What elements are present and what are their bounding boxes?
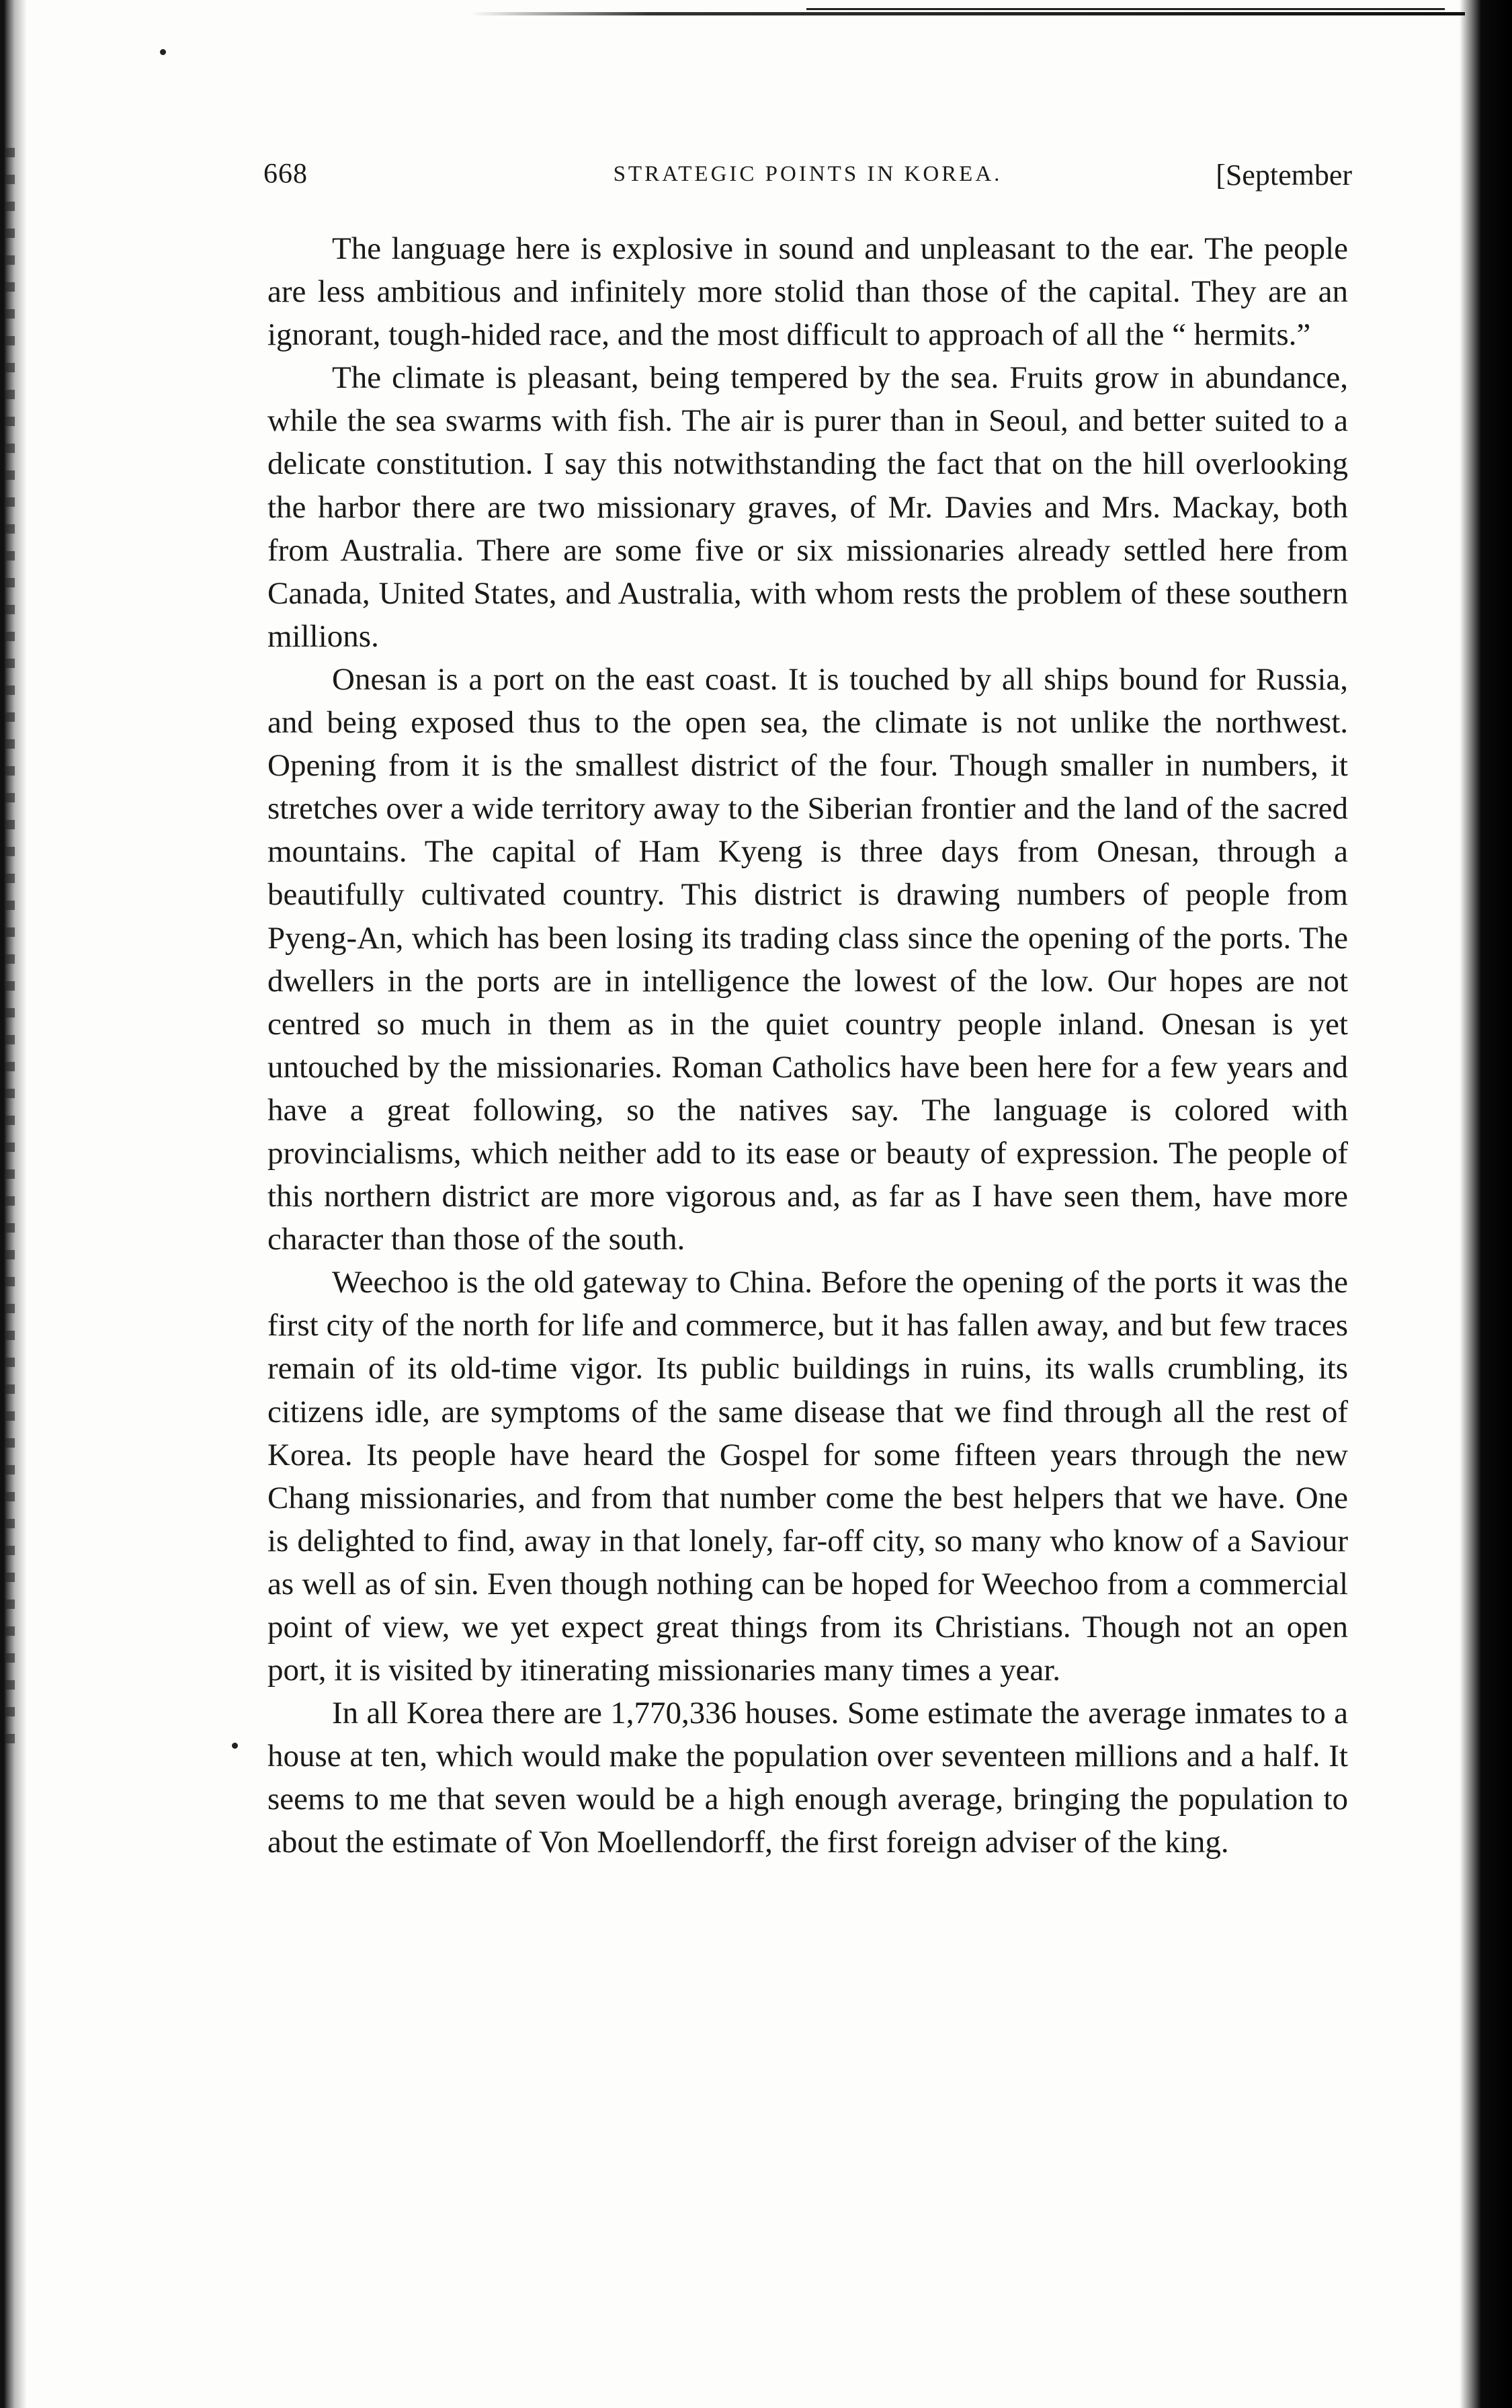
running-title: STRATEGIC POINTS IN KOREA. xyxy=(613,162,1003,186)
scan-edge-line xyxy=(806,8,1445,10)
paragraph-onesan: Onesan is a port on the east coast. It is touched by all ships bound for Russia, and being exposed thus to the open sea, the climate is not unlike the northwest. Opening from it is the smallest district of the four. Though smaller in numbers, it stretches over a wide territory away to the Siberian frontier and the land of the sacred mountains. The capital of Ham Kyeng is three days from Onesan, through a beautifully cultivated country. This district is drawing numbers of people from Pyeng-An, which has been losing its trading class since the opening of the ports. The dwellers in the ports are in intelligence the lowest of the low. Our hopes are not centred so much in them as in the quiet country people inland. Onesan is yet untouched by the missionaries. Roman Catholics have been here for a few years and have a great following, so the natives say. The language is colored with provincialisms, which neither add to its ease or beauty of expression. The people of this northern district are more vigorous and, as far as I have seen them, have more character than those of the south. xyxy=(267,661,1348,1257)
paragraph-climate: The climate is pleasant, being tempered by the sea. Fruits grow in abundance, while the sea swarms with fish. The air is purer than in Seoul, and better suited to a delicate constitution. I say this notwithstanding the fact that on the hill overlooking the harbor there are two missionary graves, of Mr. Davies and Mrs. Mackay, both from Australia. There are some five or six missionaries already settled here from Canada, United States, and Australia, with whom rests the problem of these southern millions. xyxy=(267,360,1348,654)
article-body xyxy=(267,227,1348,1864)
scan-speck xyxy=(160,49,166,55)
scan-edge-rule xyxy=(470,12,1465,15)
paragraph-language: The language here is explosive in sound and unpleasant to the ear. The people are less ambitious and infinitely more stolid than those of the capital. They are an ignorant, tough-hided race, and the most difficult to approach of all the “ hermits.” xyxy=(267,231,1348,353)
running-month: [September xyxy=(1216,159,1352,192)
paragraph-population: In all Korea there are 1,770,336 houses. Some estimate the average inmates to a house at ten, which would make the population over seventeen millions and a half. It seems to me that seven would be a high enough average, bringing the population to about the estimate of Von Moellendorff, the first foreign adviser of the king. xyxy=(267,1696,1348,1860)
binding-marks xyxy=(5,148,15,1761)
page-number: 668 xyxy=(263,159,308,190)
paragraph-weechoo: Weechoo is the old gateway to China. Before the opening of the ports it was the first city of the north for life and commerce, but it has fallen away, and but few traces remain of its old-time vigor. Its public buildings in ruins, its walls crumbling, its citizens idle, are symptoms of the same disease that we find through all the rest of Korea. Its people have heard the Gospel for some fifteen years through the new Chang missionaries, and from that number come the best helpers that we have. One is delighted to find, away in that lonely, far-off city, so many who know of a Saviour as well as of sin. Even though nothing can be hoped for Weechoo from a commercial point of view, we yet expect great things from its Christians. Though not an open port, it is visited by itinerating missionaries many times a year. xyxy=(267,1265,1348,1688)
running-header xyxy=(263,158,1352,198)
scan-speck xyxy=(232,1743,238,1749)
page-edge-shadow xyxy=(1460,0,1512,2408)
